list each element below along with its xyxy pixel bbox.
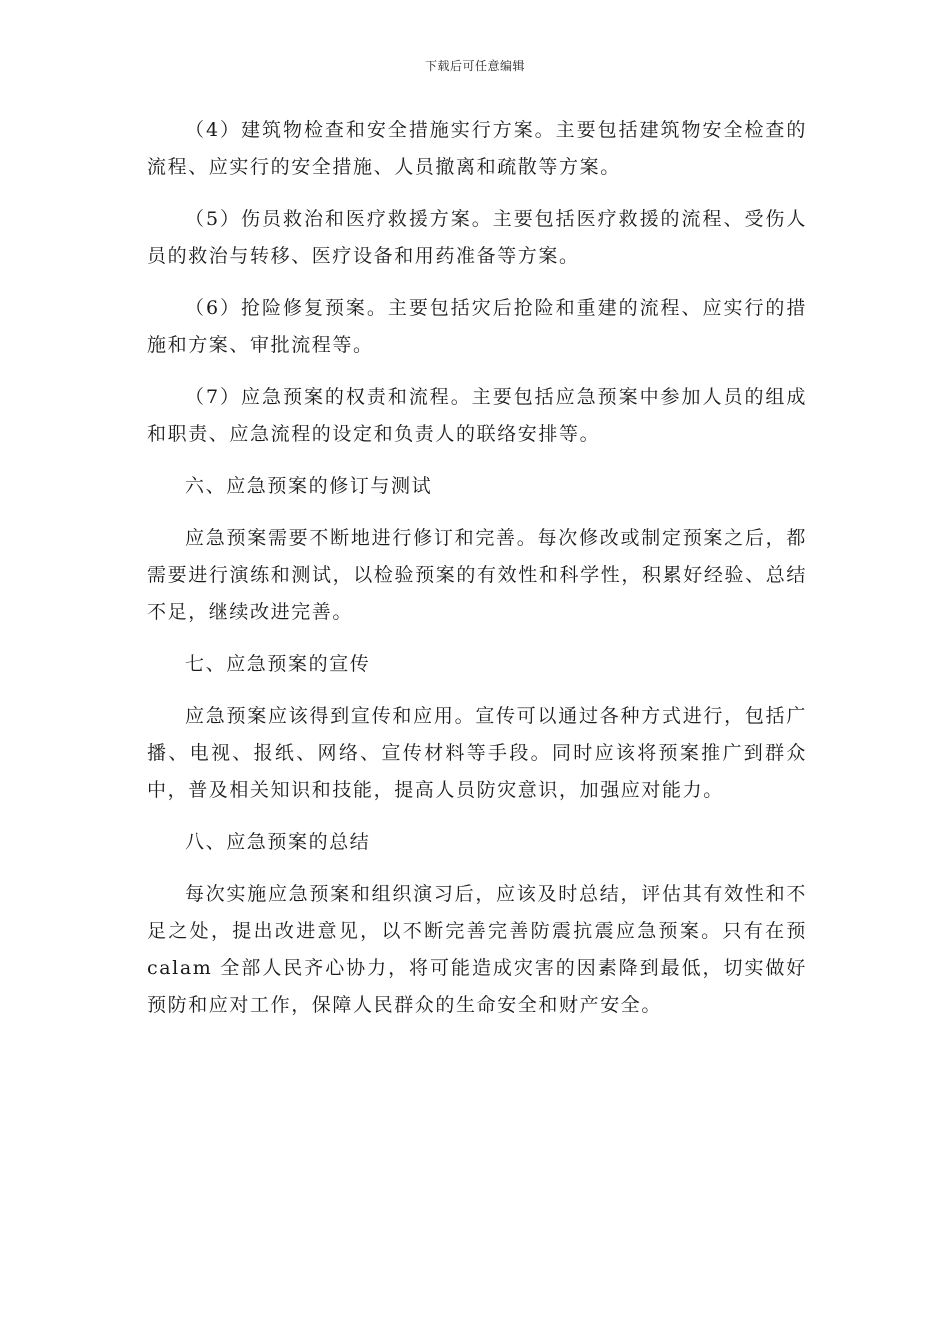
section-heading-summary: 八、应急预案的总结 [185,831,371,853]
paragraph-item-7: （7）应急预案的权责和流程。主要包括应急预案中参加人员的组成和职责、应急流程的设定和负责人的联络安排等。 [147,386,807,445]
paragraph-revision: 应急预案需要不断地进行修订和完善。每次修改或制定预案之后，都需要进行演练和测试，以检验预案的有效性和科学性，积累好经验、总结不足，继续改进完善。 [147,527,807,623]
paragraph-item-4: （4）建筑物检查和安全措施实行方案。主要包括建筑物安全检查的流程、应实行的安全措施、人员撤离和疏散等方案。 [147,119,807,178]
paragraph-item-5: （5）伤员救治和医疗救援方案。主要包括医疗救援的流程、受伤人员的救治与转移、医疗设备和用药准备等方案。 [147,208,807,267]
header-note: 下载后可任意编辑 [424,59,525,73]
paragraph-publicity: 应急预案应该得到宣传和应用。宣传可以通过各种方式进行，包括广播、电视、报纸、网络、宣传材料等手段。同时应该将预案推广到群众中，普及相关知识和技能，提高人员防灾意识，加强应对能力。 [147,705,807,801]
paragraph-item-6: （6）抢险修复预案。主要包括灾后抢险和重建的流程、应实行的措施和方案、审批流程等。 [147,297,807,356]
document-body [147,112,807,1039]
section-heading-publicity: 七、应急预案的宣传 [185,653,371,675]
section-heading-revision: 六、应急预案的修订与测试 [185,475,433,497]
paragraph-summary: 每次实施应急预案和组织演习后，应该及时总结，评估其有效性和不足之处，提出改进意见，以不断完善完善防震抗震应急预案。只有在预 calam 全部人民齐心协力，将可能造成灾害的因素降到最低，切实做好预防和应对工作，保障人民群众的生命安全和财产安全。 [147,883,807,1016]
